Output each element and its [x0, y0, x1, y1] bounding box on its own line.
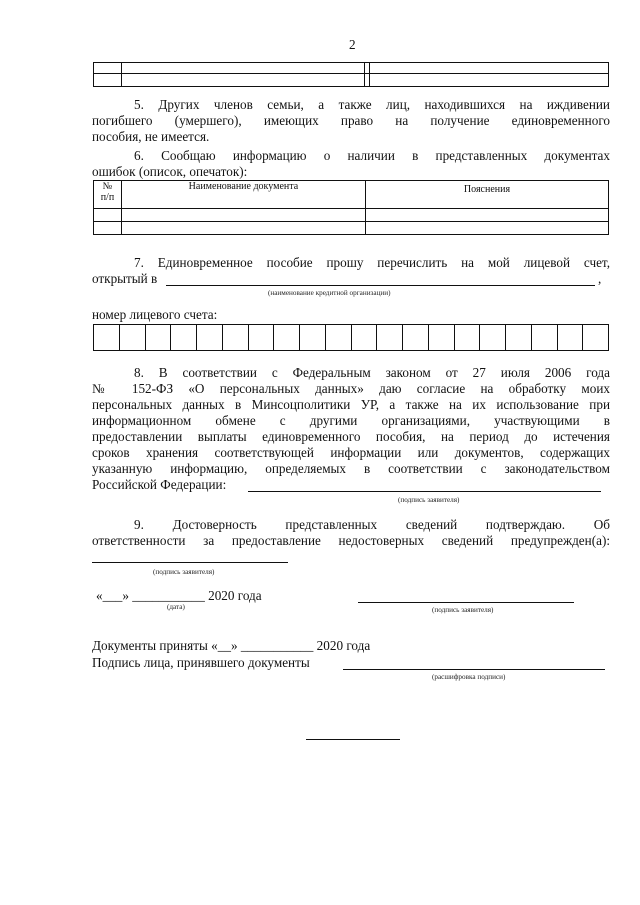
item5-line3: пособия, не имеется. — [92, 129, 210, 144]
bank-name-line — [166, 285, 595, 286]
bank-comma: , — [598, 271, 602, 286]
errors-table-col-doc: Наименование документа — [121, 181, 365, 209]
consent-signature-line — [248, 491, 601, 492]
col-num-pp: п/п — [100, 192, 115, 203]
item9-date: «___» ___________ 2020 года — [96, 588, 262, 603]
errors-table-col-expl: Пояснения — [365, 181, 608, 209]
item8-line6: сроков хранения соответствующей информации или документов, содержащих — [92, 445, 610, 460]
item9-date-caption: (дата) — [167, 603, 185, 611]
accepted-decode-caption: (расшифровка подписи) — [432, 673, 506, 681]
item8-line8: Российской Федерации: — [92, 477, 227, 492]
item8-line1: 8. В соответствии с Федеральным законом от 27 июля 2006 года — [134, 365, 610, 380]
item9-line1: 9. Достоверность представленных сведений подтверждаю. Об — [134, 517, 610, 532]
top-table — [93, 62, 609, 87]
item8-line2: № 152-ФЗ «О персональных данных» даю согласие на обработку моих — [92, 381, 610, 396]
page-number: 2 — [349, 37, 356, 52]
item7-line2: открытый в — [92, 271, 158, 286]
item6-line2: ошибок (описок, опечаток): — [92, 164, 248, 179]
item6-line1: 6. Сообщаю информацию о наличии в представленных документах — [134, 148, 610, 163]
accepted-line1: Документы приняты «__» ___________ 2020 года — [92, 638, 371, 653]
item9-line2: ответственности за предоставление недостоверных сведений предупрежден(а): — [92, 533, 610, 548]
item8-line5: предоставлении выплаты единовременного пособия, на период до истечения — [92, 429, 610, 444]
item9-signature-line2 — [358, 602, 574, 603]
col-num-symbol: № — [102, 181, 113, 192]
closing-rule — [306, 739, 400, 740]
item7-line1: 7. Единовременное пособие прошу перечислить на мой лицевой счет, — [134, 255, 610, 270]
errors-table-col-num — [94, 181, 122, 209]
item9-signature-caption2: (подпись заявителя) — [432, 606, 494, 614]
item8-line4: информационном обмене с другими организациями, участвующими в — [92, 413, 610, 428]
errors-table — [93, 180, 609, 235]
item5-line2: погибшего (умершего), имеющих право на получение единовременного — [92, 113, 610, 128]
item5-line1: 5. Других членов семьи, а также лиц, находившихся на иждивении — [134, 97, 610, 112]
accepted-line2: Подпись лица, принявшего документы — [92, 655, 310, 670]
item9-signature-caption: (подпись заявителя) — [153, 568, 215, 576]
item8-line3: персональных данных в Минсоцполитики УР, а также на их использование при — [92, 397, 610, 412]
item8-line7: указанную информацию, определяемых в соответствии с законодательством — [92, 461, 610, 476]
account-label: номер лицевого счета: — [92, 307, 218, 322]
accepted-signature-line — [343, 669, 605, 670]
consent-signature-caption: (подпись заявителя) — [398, 496, 460, 504]
account-number-grid — [93, 324, 609, 351]
item9-signature-line — [92, 562, 288, 563]
bank-caption: (наименование кредитной организации) — [268, 289, 391, 297]
